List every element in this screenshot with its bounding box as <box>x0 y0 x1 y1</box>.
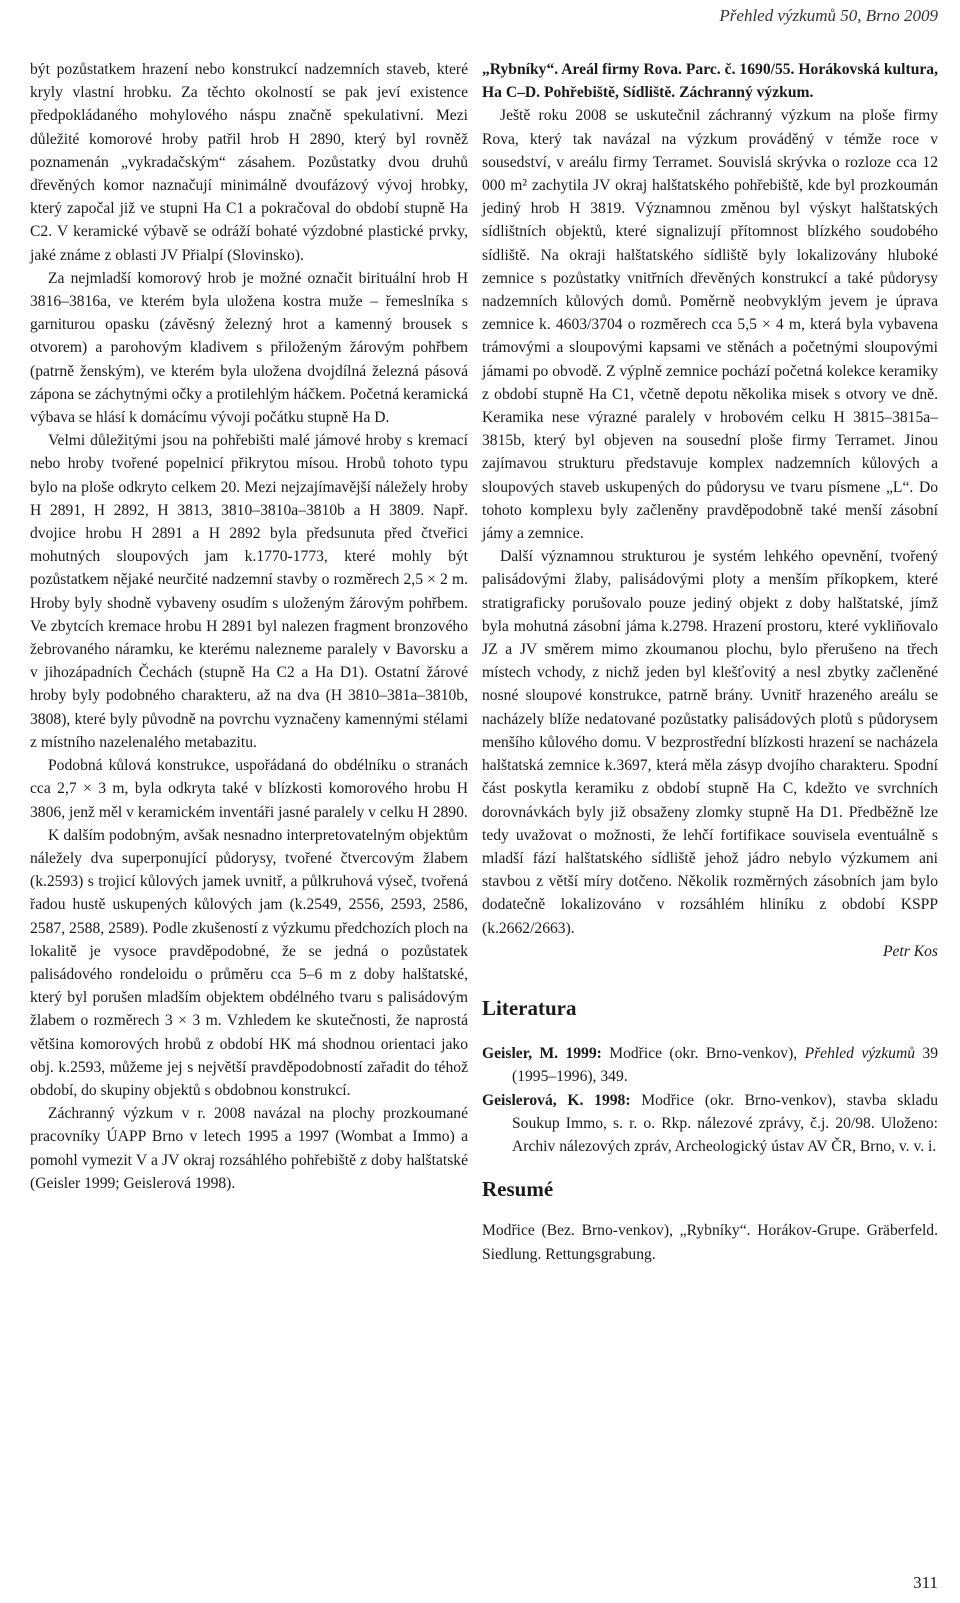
reference-item <box>482 1089 938 1159</box>
author-signature: Petr Kos <box>882 942 938 960</box>
paragraph: být pozůstatkem hrazení nebo konstrukcí nadzemních staveb, které kryly vlastní hrobku. Za těchto okolností se pak jeví existence předpokládaného mohylového náspu značně spekulativní. Mezi důležité komorové hroby patřil hrob H 2890, který byl rovněž poznamenán „vykradačským“ zásahem. Pozůstatky dvou druhů dřevěných komor naznačují minimálně dvoufázový vývoj hrobky, který započal již ve stupni Ha C1 a pokračoval do období stupně Ha C2. V keramické výbavě se odráží bohaté výzdobné plastické prvky, jaké známe z oblasti JV Přialpí (Slovinsko). <box>30 61 468 264</box>
right-column <box>482 58 938 1266</box>
paragraph: Další významnou strukturou je systém lehkého opevnění, tvořený palisádovými žlaby, palisádovými ploty a menším příkopkem, které stratigraficky porušovalo pouze jediný objekt z doby halštatské, jímž byla mohutná zásobní jáma k.2798. Hrazení prostoru, které vykliňovalo JZ a JV směrem mimo zkoumanou plochu, bylo přerušeno na třech místech vchody, z nichž jeden byl klešťovitý a nesl zbytky začleněné nosné sloupové konstrukce, patrně brány. Uvnitř hrazeného areálu se nacházely blíže nedatované pozůstatky palisádových plotů s půdorysem menšího kůlového domu. V bezprostřední blízkosti hrazení se nacházela halštatská zemnice k.3697, která měla zásyp dvojího charakteru. Spodní část poskytla keramiku z období stupně Ha C, kdežto ve svrchních dorovnávkách byly již obsaženy zlomky stupně Ha D1. Předběžně lze tedy uvažovat o možnosti, že lehčí fortifikace souvisela eventuálně s mladší fází halštatského sídliště jehož jádro nebylo výzkumem ani stavbou z větší míry dotčeno. Několik rozměrných zásobních jam bylo dodatečně lokalizováno v rozsáhlém hliníku z období KSPP (k.2662/2663). <box>482 548 938 937</box>
paragraph: Záchranný výzkum v r. 2008 navázal na plochy prozkoumané pracovníky ÚAPP Brno v letech 1995 a 1997 (Wombat a Immo) a pomohl vymezit V a JV okraj rozsáhlého pohřebiště z doby halštatské (Geisler 1999; Geislerová 1998). <box>30 1105 468 1192</box>
paragraph: Ještě roku 2008 se uskutečnil záchranný výzkum na ploše firmy Rova, který tak navázal na výzkum prováděný v témže roce v sousedství, v areálu firmy Terramet. Souvislá skrývka o rozloze cca 12 000 m² zachytila JV okraj halštatského pohřebiště, kde byl prozkoumán jediný hrob H 3819. Významnou změnou byl výskyt halštatských sídlištních objektů, které signalizují přítomnost blízkého soudobého sídliště. Na okraji halštatského sídliště byly lokalizovány hluboké zemnice s pozůstatky vnitřních dřevěných konstrukcí a také půdorysy nadzemních kůlových domů. Poměrně neobvyklým jevem je úprava zemnice k. 4603/3704 o rozměrech cca 5,5 × 4 m, která byla vybavena trámovými a sloupovými kapsami ve stěnách a početnými sloupovými jámami po obvodě. Z výplně zemnice pochází početná kolekce keramiky z období stupně Ha C1, včetně depotu několika misek s otvory ve dně. Keramika nese výrazné paralely v hrobovém celku H 3815–3815a–3815b, který byl objeven na sousední ploše firmy Terramet. Jinou zajímavou strukturu představuje komplex nadzemních kůlových a sloupových staveb uskupených do půdorysu ve tvaru písmene „L“. Do tohoto komplexu byly začleněny pravděpodobně také menší zásobní jámy a zemnice. <box>482 107 938 543</box>
resume-heading: Resumé <box>482 1177 554 1202</box>
section-title: „Rybníky“. Areál firmy Rova. Parc. č. 1690/55. Horákovská kultura, Ha C–D. Pohřebiště, Sídliště. Záchranný výzkum. <box>482 61 938 102</box>
literature-heading: Literatura <box>482 995 577 1020</box>
reference-author: Geislerová, K. 1998: <box>482 1091 631 1109</box>
reference-journal: Přehled výzkumů <box>804 1045 916 1063</box>
paragraph: Podobná kůlová konstrukce, uspořádaná do obdélníku o stranách cca 2,7 × 3 m, byla odkryta také v blízkosti komorového hrobu H 3806, jenž měl v keramickém inventáři jasné paralely v celku H 2890. <box>30 757 468 821</box>
reference-item <box>482 1042 938 1088</box>
page-number: 311 <box>913 1573 938 1592</box>
paragraph: Velmi důležitými jsou na pohřebišti malé jámové hroby s kremací nebo hroby tvořené popelnicí přikrytou mísou. Hrobů tohoto typu bylo na ploše odkryto celkem 20. Mezi nejzajímavější náležely hroby H 2891, H 2892, H 3813, 3810–3810a–3810b a H 3809. Např. dvojice hrobu H 2891 a H 2892 byla předsunuta před čtveřici mohutných sloupových jam k.1770-1773, které mohly být pozůstatkem nějaké neurčité nadzemní stavby o rozměrech 2,5 × 2 m. Hroby byly shodně vybaveny osudím s uloženým žárovým pohřbem. Ve zbytcích kremace hrobu H 2891 byl nalezen fragment bronzového žebrovaného náramku, ke kterému nalezneme paralely v Bavorsku a v jihozápadních Čechách (stupně Ha C2 a Ha D1). Ostatní žárové hroby byly podobného charakteru, až na dva (H 3810–381a–3810b, 3808), které byly původně na povrchu vyznačeny kamennými stélami z místního nazelenalého metabazitu. <box>30 432 468 751</box>
paragraph: Za nejmladší komorový hrob je možné označit birituální hrob H 3816–3816a, ve kterém byla uložena kostra muže – řemeslníka s garniturou opasku (závěsný železný hrot a kamenný brousek s otvorem) a parohovým kladivem s přiloženým žárovým pohřbem (patrně ženským), ve kterém byla uložena dvojdílná železná pásová zápona se záchytnými očky a protilehlým háčkem. Početná keramická výbava se hlásí k domácímu vývoji počátku stupně Ha D. <box>30 269 468 427</box>
resume-text: Modřice (Bez. Brno-venkov), „Rybníky“. Horákov-Grupe. Gräberfeld. Siedlung. Rettungsgrabung. <box>482 1222 938 1263</box>
reference-author: Geisler, M. 1999: <box>482 1045 602 1063</box>
reference-rest: 39 (1995–1996), 349. <box>512 1045 938 1086</box>
paragraph: K dalším podobným, avšak nesnadno interpretovatelným objektům náležely dva superponující půdorysy, tvořené čtvercovým žlabem (k.2593) s trojicí kůlových jamek uvnitř, a půlkruhová výseč, tvořená řadou hustě uskupených kůlových jam (k.2549, 2556, 2593, 2586, 2587, 2588, 2589). Podle zkušeností z výzkumu předchozích ploch na lokalitě je vysoce pravděpodobné, že se jedná o pozůstatek palisádového rondeloidu o průměru cca 5–6 m z doby halštatské, který byl porušen mladším objektem obdélného tvaru s palisádovým žlabem o rozměrech 3 × 3 m. Vzhledem ke skutečnosti, že naprostá většina komorových hrobů z období HK má shodnou orientaci jako obj. k.2593, můžeme jej s největší pravděpodobností zařadit do téhož období, do skupiny objektů s obdobnou konstrukcí. <box>30 826 468 1099</box>
reference-text: Modřice (okr. Brno-venkov), <box>601 1045 805 1063</box>
reference-text: Modřice (okr. Brno-venkov), stavba skladu Soukup Immo, s. r. o. Rkp. nálezové zprávy, č.j. 20/98. Uloženo: Archiv nálezových zpráv, Archeologický ústav AV ČR, Brno, v. v. i. <box>512 1091 939 1155</box>
left-column <box>30 58 468 1195</box>
running-head: Přehled výzkumů 50, Brno 2009 <box>719 6 938 25</box>
